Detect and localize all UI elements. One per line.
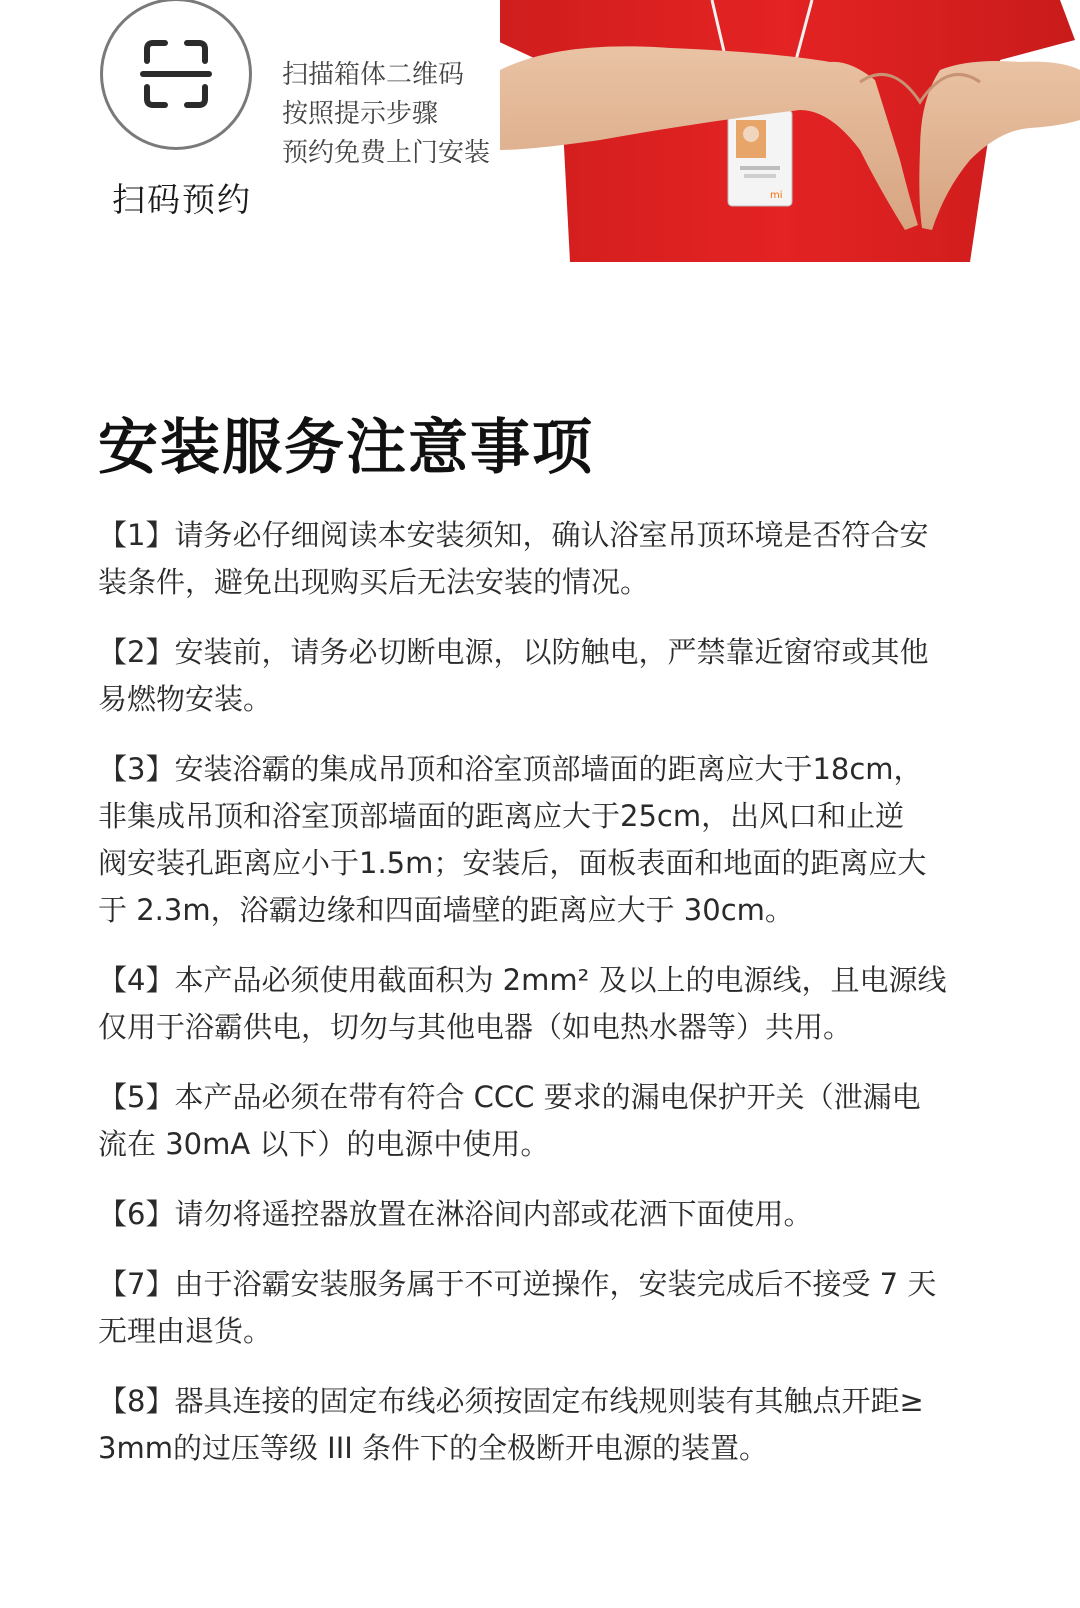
note-item <box>98 746 998 934</box>
note-item <box>98 512 998 606</box>
note-line: 仅用于浴霸供电，切勿与其他电器（如电热水器等）共用。 <box>98 1010 853 1044</box>
note-line: 易燃物安装。 <box>98 682 273 716</box>
note-line: 【3】安装浴霸的集成吊顶和浴室顶部墙面的距离应大于18cm， <box>98 752 923 786</box>
scan-label: 扫码预约 <box>112 180 252 219</box>
page-title: 安装服务注意事项 <box>98 413 594 483</box>
note-line: 【8】器具连接的固定布线必须按固定布线规则装有其触点开距≥ <box>98 1384 924 1418</box>
note-item <box>98 1378 998 1472</box>
note-line: 【5】本产品必须在带有符合 CCC 要求的漏电保护开关（泄漏电 <box>98 1080 921 1114</box>
note-line: 【7】由于浴霸安装服务属于不可逆操作，安装完成后不接受 7 天 <box>98 1267 937 1301</box>
note-line: 装条件，避免出现购买后无法安装的情况。 <box>98 565 650 599</box>
note-item <box>98 629 998 723</box>
note-item <box>98 957 998 1051</box>
note-item <box>98 1191 998 1238</box>
header-banner <box>0 0 1080 265</box>
note-line: 【6】请勿将遥控器放置在淋浴间内部或花洒下面使用。 <box>98 1197 813 1231</box>
service-staff-photo <box>500 0 1080 262</box>
note-line: 3mm的过压等级 III 条件下的全极断开电源的装置。 <box>98 1431 769 1465</box>
note-item <box>98 1261 998 1355</box>
note-line: 【2】安装前，请务必切断电源，以防触电，严禁靠近窗帘或其他 <box>98 635 929 669</box>
note-line: 阀安装孔距离应小于1.5m；安装后，面板表面和地面的距离应大 <box>98 846 927 880</box>
badge-brand: mi <box>770 190 783 201</box>
scan-steps <box>282 56 490 173</box>
note-item <box>98 1074 998 1168</box>
scan-step: 扫描箱体二维码 <box>282 60 465 90</box>
scan-step: 按照提示步骤 <box>282 99 439 129</box>
note-line: 【4】本产品必须使用截面积为 2mm² 及以上的电源线，且电源线 <box>98 963 947 997</box>
scan-qr-icon <box>139 37 213 111</box>
note-line: 于 2.3m，浴霸边缘和四面墙壁的距离应大于 30cm。 <box>98 893 794 927</box>
notes-list <box>98 512 998 1495</box>
note-line: 无理由退货。 <box>98 1314 273 1348</box>
note-line: 【1】请务必仔细阅读本安装须知，确认浴室吊顶环境是否符合安 <box>98 518 929 552</box>
note-line: 非集成吊顶和浴室顶部墙面的距离应大于25cm，出风口和止逆 <box>98 799 905 833</box>
scan-step: 预约免费上门安装 <box>282 138 491 168</box>
scan-button[interactable] <box>100 0 252 150</box>
note-line: 流在 30mA 以下）的电源中使用。 <box>98 1127 550 1161</box>
